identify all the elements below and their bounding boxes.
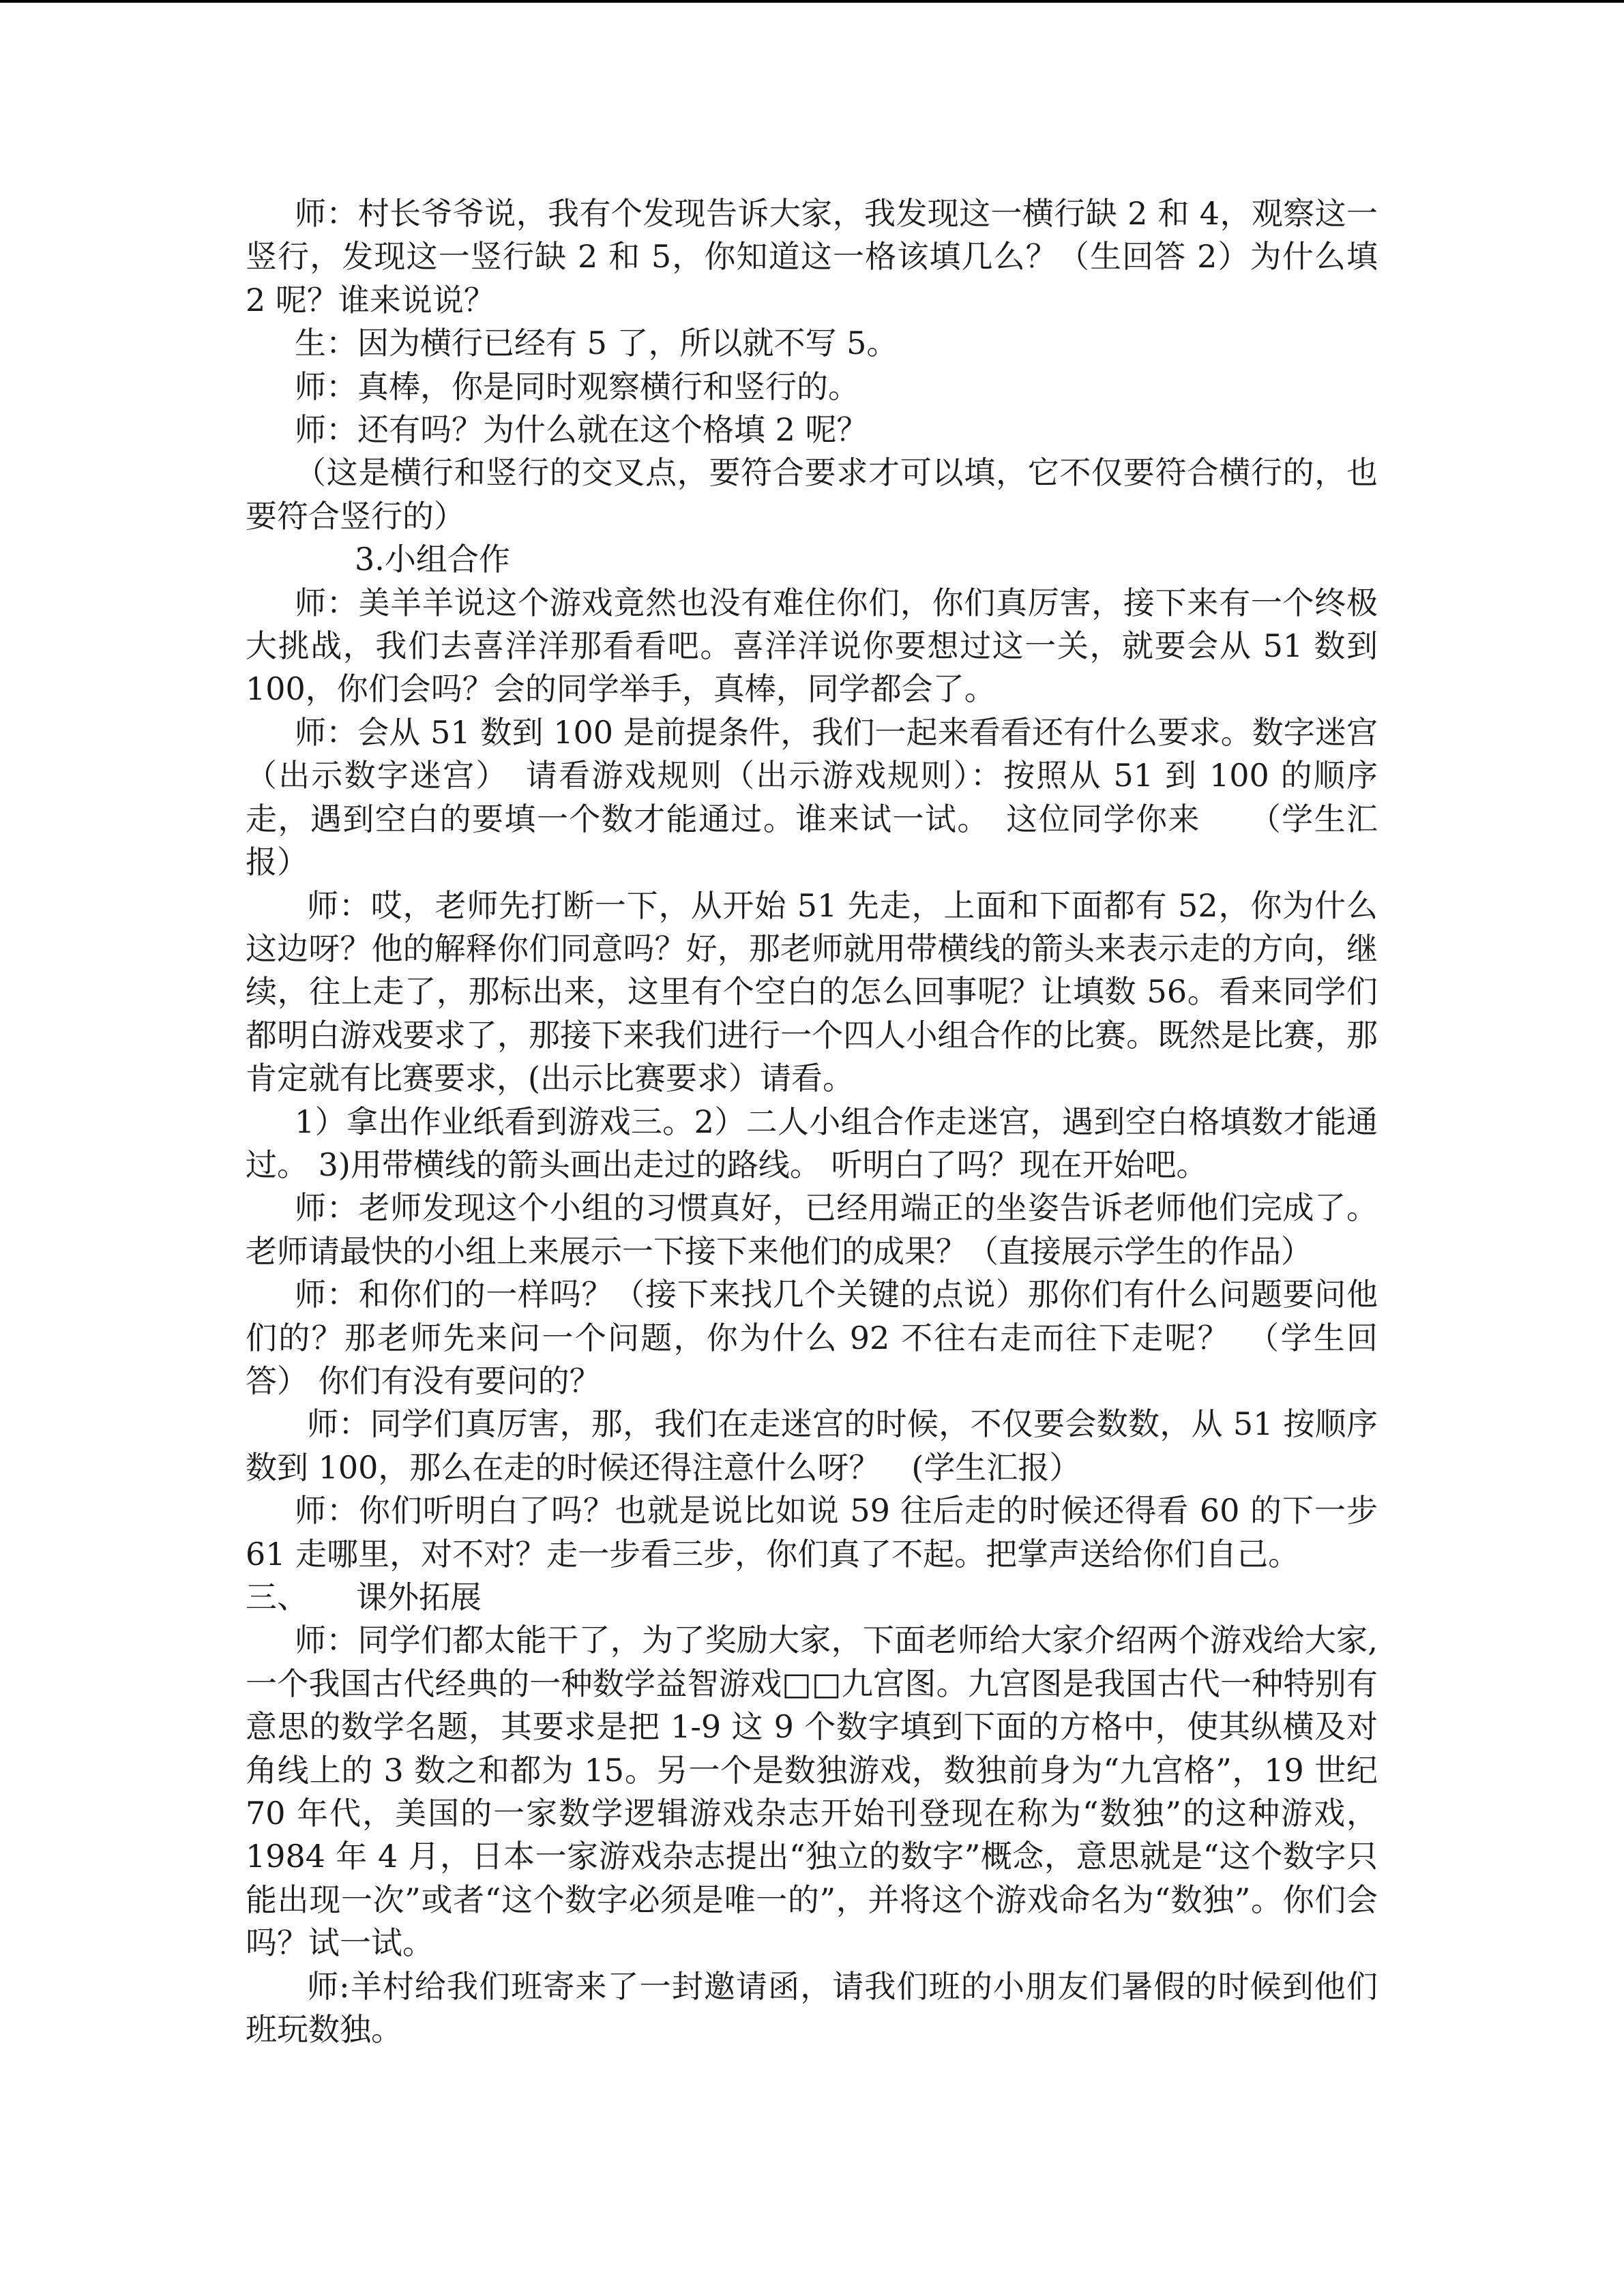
paragraph-14: 师：你们听明白了吗？也就是说比如说 59 往后走的时候还得看 60 的下一步 61 走哪里，对不对？走一步看三步，你们真了不起。把掌声送给你们自己。	[246, 1492, 1378, 1572]
paragraph-11: 师：老师发现这个小组的习惯真好，已经用端正的坐姿告诉老师他们完成了。 老师请最快的小组上来展示一下接下来他们的成果？（直接展示学生的作品）	[246, 1189, 1378, 1270]
paragraph-4: 师：还有吗？为什么就在这个格填 2 呢？	[295, 411, 868, 449]
paragraph-13: 师：同学们真厉害，那，我们在走迷宫的时候，不仅要会数数，从 51 按顺序数到 100，那么在走的时候还得注意什么呀？ (学生汇报）	[246, 1405, 1378, 1486]
paragraph-10: 1）拿出作业纸看到游戏三。2）二人小组合作走迷宫，遇到空白格填数才能通过。 3)用带横线的箭头画出走过的路线。 听明白了吗？现在开始吧。	[246, 1103, 1378, 1183]
top-border-line	[0, 0, 1624, 3]
paragraph-1: 师：村长爷爷说，我有个发现告诉大家，我发现这一横行缺 2 和 4，观察这一竖行，发现这一竖行缺 2 和 5，你知道这一格该填几么？（生回答 2）为什么填 2 呢？谁来说说？	[246, 195, 1378, 318]
section-title: 课外拓展	[356, 1579, 482, 1615]
paragraph-8: 师：会从 51 数到 100 是前提条件，我们一起来看看还有什么要求。数字迷宫（出示数字迷宫） 请看游戏规则（出示游戏规则）：按照从 51 到 100 的顺序走，遇到空白的要填一个数才能通过。谁来试一试。 这位同学你来 （学生汇报）	[246, 713, 1378, 881]
paragraph-3: 师：真棒，你是同时观察横行和竖行的。	[295, 368, 859, 405]
subheading-group-cooperation: 3.小组合作	[355, 541, 510, 578]
paragraph-9: 师：哎，老师先打断一下，从开始 51 先走，上面和下面都有 52，你为什么这边呀？他的解释你们同意吗？好，那老师就用带横线的箭头来表示走的方向，继续，往上走了，那标出来，这里有个空白的怎么回事呢？让填数 56。看来同学们都明白游戏要求了，那接下来我们进行一个四人小组合作的比赛。既然是比赛，那肯定就有比赛要求，(出示比赛要求）请看。	[246, 886, 1378, 1097]
section-heading-extension	[246, 1576, 1378, 1619]
paragraph-12: 师：和你们的一样吗？（接下来找几个关键的点说）那你们有什么问题要问他们的？那老师先来问一个问题，你为什么 92 不往右走而往下走呢？ （学生回答） 你们有没有要问的？	[246, 1276, 1378, 1399]
paragraph-7: 师：美羊羊说这个游戏竟然也没有难住你们，你们真厉害，接下来有一个终极大挑战，我们去喜洋洋那看看吧。喜洋洋说你要想过这一关，就要会从 51 数到 100，你们会吗？会的同学举手，真棒，同学都会了。	[246, 584, 1378, 708]
section-number: 三、	[246, 1579, 308, 1615]
paragraph-16: 师：同学们都太能干了，为了奖励大家，下面老师给大家介绍两个游戏给大家,一个我国古代经典的一种数学益智游戏□□九宫图。九宫图是我国古代一种特别有意思的数学名题，其要求是把 1-9 这 9 个数字填到下面的方格中，使其纵横及对角线上的 3 数之和都为 15。另一个是数独游戏，数独前身为“九宫格”，19 世纪 70 年代，美国的一家数学逻辑游戏杂志开始刊登现在称为“数独”的这种游戏，1984 年 4 月，日本一家游戏杂志提出“独立的数字”概念，意思就是“这个数字只能出现一次”或者“这个数字必须是唯一的”，并将这个游戏命名为“数独”。你们会吗？试一试。	[246, 1622, 1378, 1962]
paragraph-2: 生：因为横行已经有 5 了，所以就不写 5。	[295, 325, 898, 362]
document-body	[246, 192, 1378, 2051]
paragraph-17: 师:羊村给我们班寄来了一封邀请函，请我们班的小朋友们暑假的时候到他们班玩数独。	[246, 1967, 1378, 2048]
paragraph-5: （这是横行和竖行的交叉点，要符合要求才可以填，它不仅要符合横行的，也要符合竖行的）	[246, 454, 1378, 535]
